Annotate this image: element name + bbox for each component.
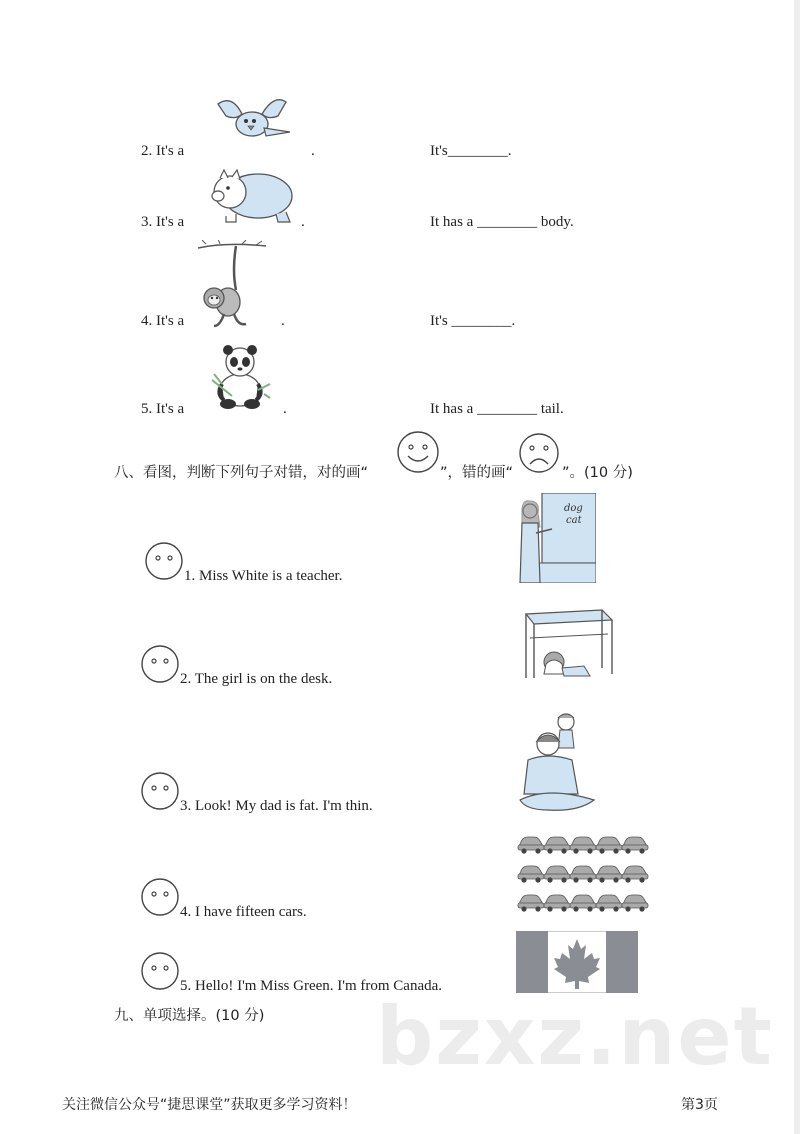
footer-note: 关注微信公众号“捷思课堂”获取更多学习资料！ bbox=[62, 1097, 357, 1113]
item-5-left: 5. It's a bbox=[141, 401, 185, 417]
statement-2: 2. The girl is on the desk. bbox=[180, 671, 333, 687]
panda-icon bbox=[208, 344, 272, 410]
watermark: bzxz.net bbox=[376, 990, 774, 1083]
item-4-left: 4. It's a bbox=[141, 313, 185, 329]
item-4-right: It's ________. bbox=[430, 313, 516, 329]
blank-face-icon[interactable] bbox=[140, 771, 180, 811]
item-2-dot: . bbox=[311, 143, 315, 159]
sad-face-icon bbox=[518, 432, 560, 474]
section-8-title-pre: 八、看图，判断下列句子对错，对的画“ bbox=[114, 465, 369, 481]
bird-icon bbox=[212, 94, 292, 146]
section-9-title: 九、单项选择。(10 分) bbox=[114, 1008, 265, 1024]
cars-picture bbox=[516, 834, 650, 918]
section-8-title-post: ”。(10 分) bbox=[562, 465, 633, 481]
statement-5: 5. Hello! I'm Miss Green. I'm from Canada. bbox=[180, 978, 443, 994]
teacher-picture bbox=[518, 493, 596, 583]
blank-face-icon[interactable] bbox=[140, 644, 180, 684]
blank-face-icon[interactable] bbox=[144, 541, 184, 581]
monkey-icon bbox=[196, 240, 268, 332]
item-3-dot: . bbox=[301, 214, 305, 230]
statement-4: 4. I have fifteen cars. bbox=[180, 904, 307, 920]
canada-flag-picture bbox=[516, 931, 638, 993]
item-4-dot: . bbox=[281, 313, 285, 329]
pig-icon bbox=[206, 166, 298, 226]
page-number: 第3页 bbox=[681, 1097, 718, 1113]
blank-face-icon[interactable] bbox=[140, 877, 180, 917]
dad-and-child-picture bbox=[518, 708, 596, 814]
blank-face-icon[interactable] bbox=[140, 951, 180, 991]
statement-3: 3. Look! My dad is fat. I'm thin. bbox=[180, 798, 373, 814]
smiley-face-icon bbox=[396, 430, 440, 474]
item-5-right: It has a ________ tail. bbox=[430, 401, 564, 417]
board-word-dog: dog bbox=[564, 503, 583, 514]
section-8-title-mid: ”，错的画“ bbox=[440, 465, 514, 481]
item-5-dot: . bbox=[283, 401, 287, 417]
board-word-cat: cat bbox=[566, 515, 582, 526]
item-3-left: 3. It's a bbox=[141, 214, 185, 230]
item-3-right: It has a ________ body. bbox=[430, 214, 574, 230]
page-edge bbox=[794, 0, 800, 1134]
desk-picture bbox=[520, 608, 614, 680]
item-2-left: 2. It's a bbox=[141, 143, 185, 159]
statement-1: 1. Miss White is a teacher. bbox=[184, 568, 343, 584]
item-2-right: It's________. bbox=[430, 143, 512, 159]
